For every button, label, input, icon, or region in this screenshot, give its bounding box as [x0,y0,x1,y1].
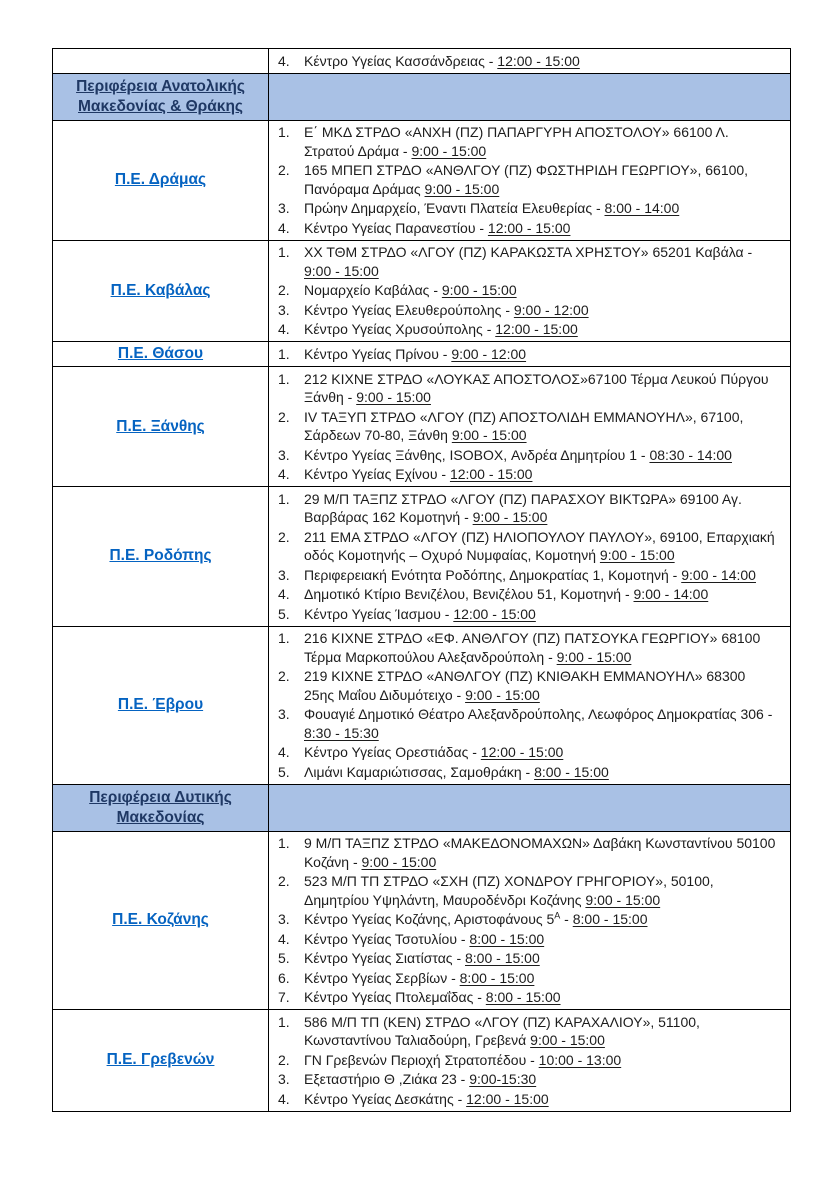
schedule-item [269,667,778,705]
item-hours: 9:00 - 15:00 [530,1032,605,1048]
item-number: 1. [278,630,290,646]
item-text: Κέντρο Υγείας Σιατίστας - [304,950,465,966]
table-row [53,120,791,240]
item-text: Κέντρο Υγείας Εχίνου - [304,466,450,482]
item-text: 216 ΚΙΧΝΕ ΣΤΡΔΟ «ΕΦ. ΑΝΘΛΓΟΥ (ΠΖ) ΠΑΤΣΟΥΚΑ ΓΕΩΡΓΙΟΥ» 68100 Τέρμα Μαρκοπούλου Αλεξανδρούπολη - [304,630,761,665]
schedule-item [269,705,778,743]
item-text: Κέντρο Υγείας Ελευθερούπολης - [304,301,514,318]
item-hours: 9:00 - 15:00 [411,142,487,159]
item-number: 2. [278,668,290,684]
item-number: 5. [278,950,290,966]
item-number: 6. [278,969,290,986]
item-number: 4. [278,52,290,69]
schedule-item [269,565,778,585]
item-number: 4. [278,321,290,337]
item-hours: 9:00 - 12:00 [451,345,527,362]
item-number: 1. [278,490,290,507]
item-text: Κέντρο Υγείας Κασσάνδρειας - [304,52,498,69]
item-hours: 9:00 - 15:00 [361,853,437,870]
table-row [53,342,791,367]
item-hours: 9:00 - 15:00 [465,686,540,703]
item-hours: 9:00-15:30 [469,1071,537,1087]
item-text: Πρώην Δημαρχείο, Έναντι Πλατεία Ελευθερίας - [304,200,605,216]
region-link[interactable]: Π.Ε. Δράμας [114,171,207,188]
item-hours: 8:00 - 15:00 [469,930,545,947]
region-header-spacer [269,784,791,831]
schedule-item [269,929,778,949]
item-text: Κέντρο Υγείας Ορεστιάδας - [304,744,481,760]
schedule-item [269,527,778,565]
table-row [53,487,791,627]
schedule-item [269,762,778,782]
item-hours: 8:00 - 15:00 [459,969,535,986]
item-number: 5. [278,605,290,622]
item-number: 4. [278,744,290,760]
item-hours: 8:30 - 15:30 [304,724,379,741]
region-header-label: Περιφέρεια Δυτικής Μακεδονίας [89,788,232,826]
schedule-item [269,604,778,624]
schedule-item [269,300,778,320]
schedule-item [269,834,778,872]
item-text: Περιφερειακή Ενότητα Ροδόπης, Δημοκρατίας 1, Κομοτηνή - [304,566,682,583]
item-hours: 9:00 - 15:00 [356,389,431,405]
item-hours: 10:00 - 13:00 [538,1051,622,1068]
empty-region-cell [53,49,269,74]
item-number: 3. [278,706,290,722]
item-text: Κέντρο Υγείας Ξάνθης, ISOBOX, Ανδρέα Δημητρίου 1 - [304,446,650,463]
item-text: - [560,911,573,927]
schedule-item [269,281,778,301]
schedule-item [269,585,778,605]
schedule-item [269,1089,778,1109]
item-text: Εξεταστήριο Θ ,Ζιάκα 23 - [304,1071,470,1087]
item-text: Δημοτικό Κτίριο Βενιζέλου, Βενιζέλου 51, Κομοτηνή - [304,586,634,602]
schedule-item [269,949,778,969]
item-text: Ε΄ ΜΚΔ ΣΤΡΔΟ «ΑΝΧΗ (ΠΖ) ΠΑΠΑΡΓΥΡΗ ΑΠΟΣΤΟΛΟΥ» 66100 Λ. Στρατού Δράμα - [304,124,729,159]
item-hours: 9:00 - 15:00 [451,427,527,443]
item-text: IV ΤΑΞΥΠ ΣΤΡΔΟ «ΛΓΟΥ (ΠΖ) ΑΠΟΣΤΟΛΙΔΗ ΕΜΜΑΝΟΥΗΛ», 67100, Σάρδεων 70-80, Ξάνθη [304,408,744,443]
item-number: 3. [278,566,290,583]
item-number: 3. [278,1071,290,1087]
item-hours: 12:00 - 15:00 [466,1090,549,1107]
item-text: Κέντρο Υγείας Ίασμου - [304,605,454,622]
schedule-item [269,123,778,161]
schedule-item [269,1050,778,1070]
item-number: 1. [278,835,290,851]
schedule-item [269,218,778,238]
region-link[interactable]: Π.Ε. Θάσου [117,345,204,362]
table-row [53,784,791,831]
schedule-item [269,1070,778,1090]
item-number: 1. [278,244,290,260]
item-text: Α [554,910,561,921]
schedule-item [269,1012,778,1050]
item-number: 1. [278,1013,290,1030]
item-hours: 9:00 - 15:00 [304,262,379,279]
item-hours: 9:00 - 15:00 [424,180,500,197]
item-text: Φουαγιέ Δημοτικό Θέατρο Αλεξανδρούπολης, Λεωφόρος Δημοκρατίας 306 - [304,706,773,722]
table-row [53,73,791,120]
schedule-item [269,243,778,281]
table-row [53,831,791,1010]
region-header-spacer [269,73,791,120]
item-text: 219 ΚΙΧΝΕ ΣΤΡΔΟ «ΑΝΘΛΓΟΥ (ΠΖ) ΚΝΙΘΑΚΗ ΕΜΜΑΝΟΥΗΛ» 68300 25ης Μαΐου Διδυμότειχο - [304,668,746,703]
schedule-item [269,872,778,910]
schedule-item [269,161,778,199]
schedule-item [269,320,778,340]
item-hours: 9:00 - 15:00 [441,282,517,298]
item-text: 523 Μ/Π ΤΠ ΣΤΡΔΟ «ΣΧΗ (ΠΖ) ΧΟΝΔΡΟΥ ΓΡΗΓΟΡΙΟΥ», 50100, Δημητρίου Υψηλάντη, Μαυροδένδρι Κοζάνης [304,873,714,908]
item-hours: 8:00 - 15:00 [572,911,648,927]
table-row [53,626,791,784]
item-hours: 9:00 - 12:00 [513,301,589,318]
item-number: 2. [278,408,290,425]
region-link[interactable]: Π.Ε. Ξάνθης [116,417,205,435]
schedule-item [269,465,778,485]
item-number: 7. [278,989,290,1005]
region-link[interactable]: Π.Ε. Ροδόπης [109,547,212,565]
item-hours: 08:30 - 14:00 [649,446,732,463]
item-number: 4. [278,586,290,602]
schedule-item [269,51,778,71]
item-hours: 8:00 - 15:00 [465,950,540,966]
schedule-table [52,48,791,1112]
schedule-item [269,743,778,763]
item-number: 4. [278,930,290,947]
item-text: 586 Μ/Π ΤΠ (ΚΕΝ) ΣΤΡΔΟ «ΛΓΟΥ (ΠΖ) ΚΑΡΑΧΑΛΙΟΥ», 51100, Κωνσταντίνου Ταλιαδούρη, Γρεβενά [304,1013,700,1048]
item-number: 2. [278,528,290,545]
item-number: 3. [278,446,290,463]
item-text: 212 ΚΙΧΝΕ ΣΤΡΔΟ «ΛΟΥΚΑΣ ΑΠΟΣΤΟΛΟΣ»67100 Τέρμα Λευκού Πύργου Ξάνθη - [304,370,769,405]
item-hours: 9:00 - 14:00 [681,566,756,583]
item-number: 2. [278,282,290,298]
schedule-item [269,910,778,930]
item-hours: 9:00 - 15:00 [599,547,675,563]
item-text: Κέντρο Υγείας Τσοτυλίου - [304,930,470,947]
item-number: 1. [278,124,290,140]
item-hours: 8:00 - 15:00 [485,989,561,1005]
schedule-item [269,968,778,988]
region-link[interactable]: Π.Ε. Γρεβενών [106,1051,215,1069]
item-hours: 9:00 - 15:00 [585,891,661,908]
item-text: Κέντρο Υγείας Πτολεμαΐδας - [304,989,486,1005]
item-text: 211 ΕΜΑ ΣΤΡΔΟ «ΛΓΟΥ (ΠΖ) ΗΛΙΟΠΟΥΛΟΥ ΠΑΥΛΟΥ», 69100, Επαρχιακή οδός Κομοτηνής – Οχυρό Νυμφαίας, Κομοτηνή [304,528,775,563]
item-text: Κέντρο Υγείας Σερβίων - [304,969,460,986]
item-hours: 8:00 - 15:00 [534,763,609,780]
item-text: 29 Μ/Π ΤΑΞΠΖ ΣΤΡΔΟ «ΛΓΟΥ (ΠΖ) ΠΑΡΑΣΧΟΥ ΒΙΚΤΩΡΑ» 69100 Αγ. Βαρβάρας 162 Κομοτηνή - [304,490,742,525]
item-number: 1. [278,345,290,362]
region-link[interactable]: Π.Ε. Κοζάνης [112,911,209,929]
item-number: 2. [278,873,290,889]
item-number: 3. [278,200,290,216]
region-header-label: Περιφέρεια Ανατολικής Μακεδονίας & Θράκης [76,77,245,115]
item-number: 3. [278,911,290,927]
item-text: ΓΝ Γρεβενών Περιοχή Στρατοπέδου - [304,1051,539,1068]
item-hours: 9:00 - 15:00 [472,509,548,525]
schedule-item [269,629,778,667]
item-number: 1. [278,370,290,387]
region-link[interactable]: Π.Ε. Καβάλας [110,281,211,299]
item-text: Κέντρο Υγείας Χρυσούπολης - [304,321,496,337]
item-hours: 12:00 - 15:00 [495,321,578,337]
schedule-item [269,489,778,527]
schedule-item [269,199,778,219]
item-number: 2. [278,162,290,178]
schedule-item [269,407,778,445]
item-text: 9 Μ/Π ΤΑΞΠΖ ΣΤΡΔΟ «ΜΑΚΕΔΟΝΟΜΑΧΩΝ» Δαβάκη Κωνσταντίνου 50100 Κοζάνη - [304,835,776,870]
item-text: Νομαρχείο Καβάλας - [304,282,442,298]
table-row [53,49,791,74]
schedule-table-body [53,49,791,1112]
item-number: 4. [278,1090,290,1107]
item-text: Κέντρο Υγείας Κοζάνης, Αριστοφάνους 5 [304,911,555,927]
item-hours: 12:00 - 15:00 [487,219,571,236]
item-hours: 8:00 - 14:00 [604,200,680,216]
item-hours: 12:00 - 15:00 [449,466,533,482]
schedule-item [269,344,778,364]
table-row [53,367,791,487]
item-text: Κέντρο Υγείας Δεσκάτης - [304,1090,467,1107]
item-number: 4. [278,466,290,482]
item-text: Λιμάνι Καμαριώτισσας, Σαμοθράκη - [304,763,535,780]
item-number: 4. [278,219,290,236]
schedule-item [269,988,778,1008]
item-hours: 9:00 - 15:00 [556,648,632,665]
item-text: ΧΧ ΤΘΜ ΣΤΡΔΟ «ΛΓΟΥ (ΠΖ) ΚΑΡΑΚΩΣΤΑ ΧΡΗΣΤΟΥ» 65201 Καβάλα - [304,244,753,260]
region-link[interactable]: Π.Ε. Έβρου [117,696,204,713]
item-number: 5. [278,763,290,780]
schedule-item [269,445,778,465]
schedule-item [269,369,778,407]
item-hours: 12:00 - 15:00 [480,744,564,760]
item-number: 2. [278,1051,290,1068]
item-hours: 12:00 - 15:00 [453,605,536,622]
item-number: 3. [278,301,290,318]
item-hours: 9:00 - 14:00 [633,586,709,602]
item-text: Κέντρο Υγείας Παρανεστίου - [304,219,488,236]
table-row [53,1010,791,1112]
item-text: 165 ΜΠΕΠ ΣΤΡΔΟ «ΑΝΘΛΓΟΥ (ΠΖ) ΦΩΣΤΗΡΙΔΗ ΓΕΩΡΓΙΟΥ», 66100, Πανόραμα Δράμας [304,162,749,197]
item-text: Κέντρο Υγείας Πρίνου - [304,345,452,362]
item-hours: 12:00 - 15:00 [497,52,580,69]
table-row [53,240,791,342]
